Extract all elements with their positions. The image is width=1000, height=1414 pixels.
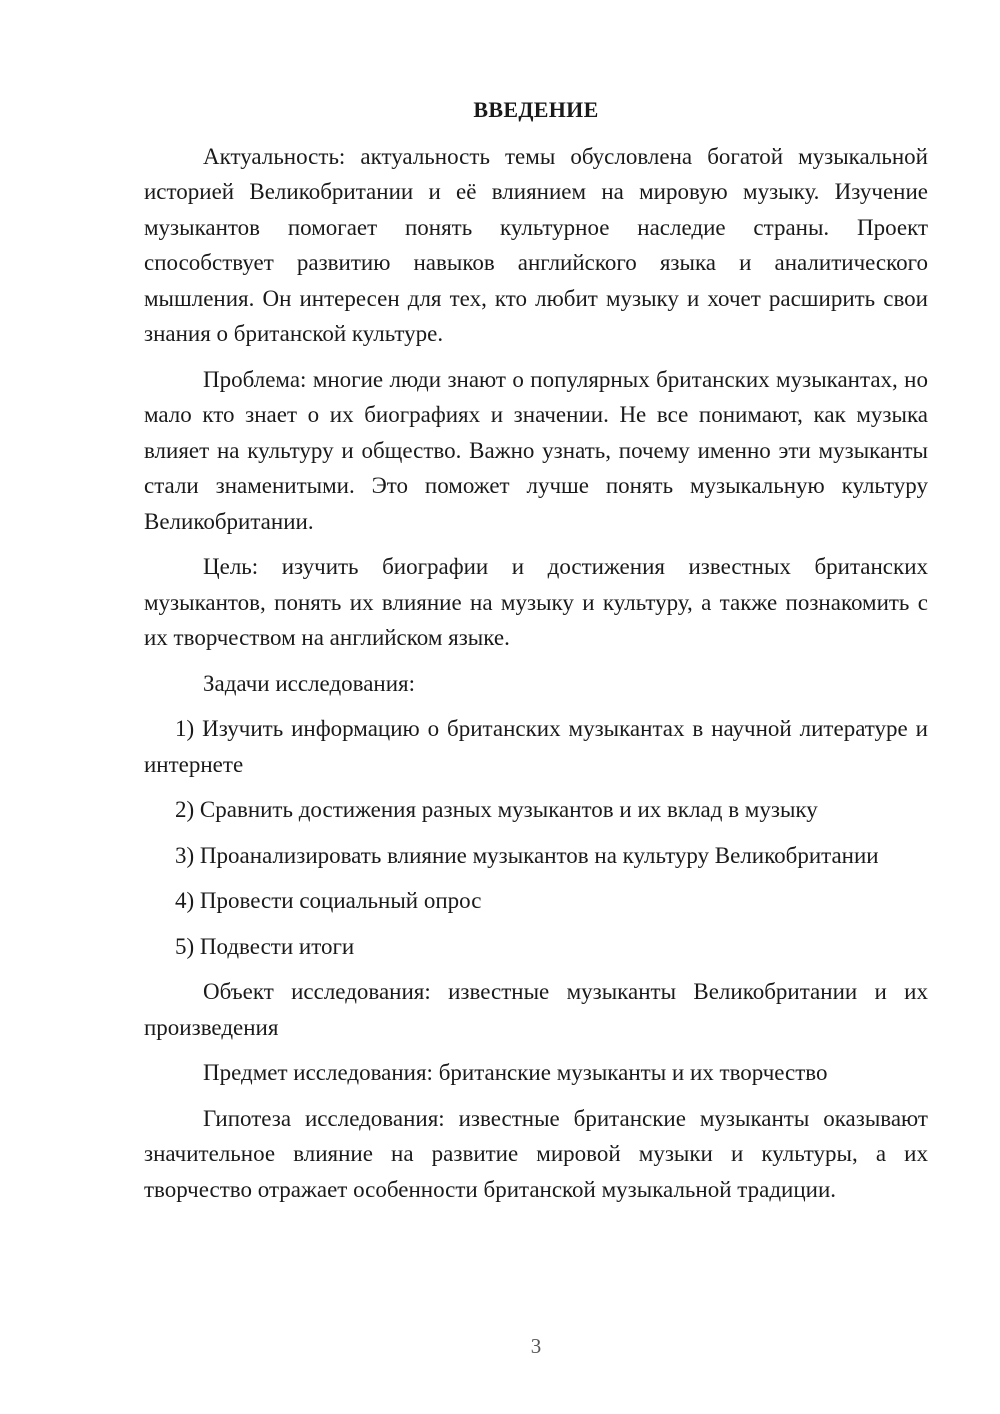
subject-paragraph: Предмет исследования: британские музыканты и их творчество [203, 1060, 828, 1085]
tasks-heading: Задачи исследования: [203, 670, 416, 696]
hypothesis-paragraph: Гипотеза исследования: известные британские музыканты оказывают значительное влияние на развитие мировой музыки и культуры, а их творчество отражает особенности британской музыкальной традиции. [144, 1105, 928, 1202]
task-item-5: 5) Подвести итоги [175, 933, 355, 959]
task-item-2: 2) Сравнить достижения разных музыкантов и их вклад в музыку [175, 797, 818, 822]
goal-paragraph: Цель: изучить биографии и достижения известных британских музыкантов, понять их влияние на музыку и культуру, а также познакомить с их творчеством на английском языке. [144, 554, 928, 650]
relevance-paragraph: Актуальность: актуальность темы обусловлена богатой музыкальной историей Великобритании и её влиянием на мировую музыку. Изучение музыкантов помогает понять культурное наследие страны. Проект способствует развитию навыков английского языка и аналитического мышления. Он интересен для тех, кто любит музыку и хочет расширить свои знания о британской культуре. [144, 143, 928, 346]
task-item-3: 3) Проанализировать влияние музыкантов на культуру Великобритании [175, 842, 879, 868]
task-item-4: 4) Провести социальный опрос [175, 888, 482, 913]
document-body [144, 92, 928, 1217]
problem-paragraph: Проблема: многие люди знают о популярных британских музыкантах, но мало кто знает о их биографиях и значении. Не все понимают, как музыка влияет на культуру и общество. Важно узнать, почему именно эти музыканты стали знаменитыми. Это поможет лучше понять музыкальную культуру Великобритании. [144, 366, 928, 534]
task-item-1: 1) Изучить информацию о британских музыкантах в научной литературе и интернете [144, 716, 928, 777]
page-number: 3 [530, 1334, 542, 1358]
object-paragraph: Объект исследования: известные музыканты Великобритании и их произведения [144, 979, 928, 1040]
page-title: ВВЕДЕНИЕ [473, 97, 599, 122]
